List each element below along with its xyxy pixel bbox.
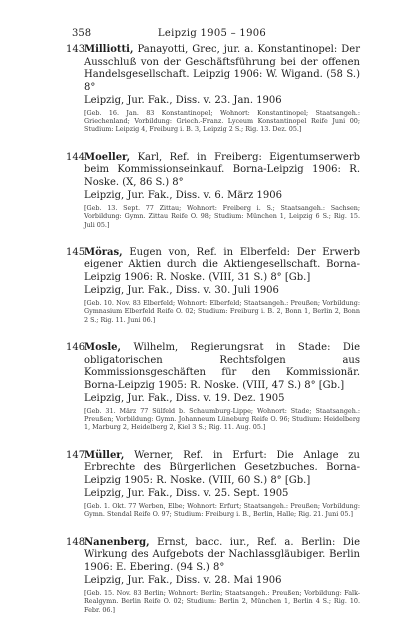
entry-thesis-note: Leipzig, Jur. Fak., Diss. v. 19. Dez. 1905 — [84, 393, 285, 405]
entry-author: Nanenberg, — [84, 536, 150, 548]
entry-title-text: Karl, Ref. in Freiberg: Eigentumserwerb beim Kommissionseinkauf. Borna-Leipzig 1906: R. Noske. (X, 86 S.) 8° — [84, 151, 360, 188]
entry-number: 148 — [66, 536, 86, 548]
entry-title-text: Werner, Ref. in Erfurt: Die Anlage zu Erbrechte des Bürgerlichen Gesetzbuches. Borna-Leipzig 1905: R. Noske. (VIII, 60 S.) 8° [Gb.] — [84, 449, 360, 486]
entry-author: Moeller, — [84, 151, 131, 163]
entry-list — [66, 44, 360, 632]
entry-thesis-note: Leipzig, Jur. Fak., Diss. v. 23. Jan. 1906 — [84, 95, 282, 106]
entry-147 — [66, 450, 360, 519]
entry-146 — [66, 342, 360, 432]
entry-title-text: Eugen von, Ref. in Elberfeld: Der Erwerb eigener Aktien durch die Aktiengesellschaft. Borna-Leipzig 1906: R. Noske. (VIII, 31 S.) 8° [Gb.] — [84, 246, 360, 283]
entry-author: Milliotti, — [84, 44, 134, 55]
entry-148 — [66, 537, 360, 614]
entry-author: Mosle, — [84, 342, 122, 354]
entry-vita: [Geb. 16. Jan. 83 Konstantinopel; Wohnort: Konstantinopel; Staatsangeh.: Griechenland; Vorbildung: Griech.-Franz. Lyceum Konstantinopel Reife Juni 00; Studium: Leipzig 4, Freiburg i. B. 3, Leipzig 2 S.; Rig. 13. Dez. 05.] — [84, 108, 360, 134]
entry-title-text: Panayotti, Grec, jur. a. Konstantinopel: Der Ausschluß von der Geschäftsführung bei der offenen Handelsgesellschaft. Leipzig 1906: W. Wigand. (58 S.) 8° — [84, 44, 361, 93]
entry-number: 145 — [66, 246, 86, 258]
entry-thesis-note: Leipzig, Jur. Fak., Diss. v. 6. März 1906 — [84, 190, 282, 202]
entry-thesis-note: Leipzig, Jur. Fak., Diss. v. 25. Sept. 1905 — [84, 488, 289, 500]
entry-145 — [66, 247, 360, 324]
entry-vita: [Geb. 15. Nov. 83 Berlin; Wohnort: Berlin; Staatsangeh.: Preußen; Vorbildung: Falk-Realgymn. Berlin Reife O. 02; Studium: Berlin 2, München 1, Berlin 4 S.; Rig. 10. Febr. 06.] — [84, 588, 360, 614]
entry-vita: [Geb. 10. Nov. 83 Elberfeld; Wohnort: Elberfeld; Staatsangeh.: Preußen; Vorbildung: Gymnasium Elberfeld Reife O. 02; Studium: Freiburg i. B. 2, Bonn 1, Berlin 2, Bonn 2 S.; Rig. 11. Juni 06.] — [84, 298, 360, 324]
entry-title — [84, 152, 360, 190]
entry-title — [84, 342, 360, 392]
entry-author: Müller, — [84, 449, 125, 461]
entry-title-text: Ernst, bacc. iur., Ref. a. Berlin: Die Wirkung des Aufgebots der Nachlassgläubiger. Berlin 1906: E. Ebering. (94 S.) 8° — [84, 536, 360, 573]
running-title: Leipzig 1905 – 1906 — [157, 28, 267, 39]
entry-title — [84, 247, 360, 285]
entry-thesis-note: Leipzig, Jur. Fak., Diss. v. 28. Mai 1906 — [84, 575, 282, 587]
page-number: 358 — [72, 28, 92, 39]
entry-title-text: Wilhelm, Regierungsrat in Stade: Die obligatorischen Rechtsfolgen aus Kommissionsgeschäften für den Kommissionär. Borna-Leipzig 1905: R. Noske. (VIII, 47 S.) 8° [Gb.] — [84, 342, 360, 391]
entry-vita: [Geb. 13. Sept. 77 Zittau; Wohnort: Freiberg i. S.; Staatsangeh.: Sachsen; Vorbildung: Gymn. Zittau Reife O. 98; Studium: München 1, Leipzig 6 S.; Rig. 15. Juli 05.] — [84, 203, 360, 229]
entry-number: 143 — [66, 44, 86, 55]
entry-vita: [Geb. 31. März 77 Sülfeld b. Schaumburg-Lippe; Wohnort: Stade; Staatsangeh.: Preußen; Vorbildung: Gymn. Johanneum Lüneburg Reife O. 96; Studium: Heidelberg 1, Marburg 2, Heidelberg 2, Kiel 3 S.; Rig. 11. Aug. 05.] — [84, 406, 360, 432]
entry-thesis-note: Leipzig, Jur. Fak., Diss. v. 30. Juli 1906 — [84, 285, 279, 297]
entry-number: 146 — [66, 342, 86, 354]
entry-number: 144 — [66, 151, 86, 163]
running-head — [72, 28, 352, 42]
entry-vita: [Geb. 1. Okt. 77 Werben, Elbe; Wohnort: Erfurt; Staatsangeh.: Preußen; Vorbildung: Gymn. Stendal Reife O. 97; Studium: Freiburg i. B., Berlin, Halle; Rig. 21. Juni 05.] — [84, 501, 360, 519]
entry-number: 147 — [66, 449, 86, 461]
entry-title — [84, 44, 360, 94]
entry-title — [84, 537, 360, 575]
entry-title — [84, 450, 360, 488]
entry-144 — [66, 152, 360, 229]
entry-143 — [66, 44, 360, 134]
entry-author: Möras, — [84, 246, 123, 258]
